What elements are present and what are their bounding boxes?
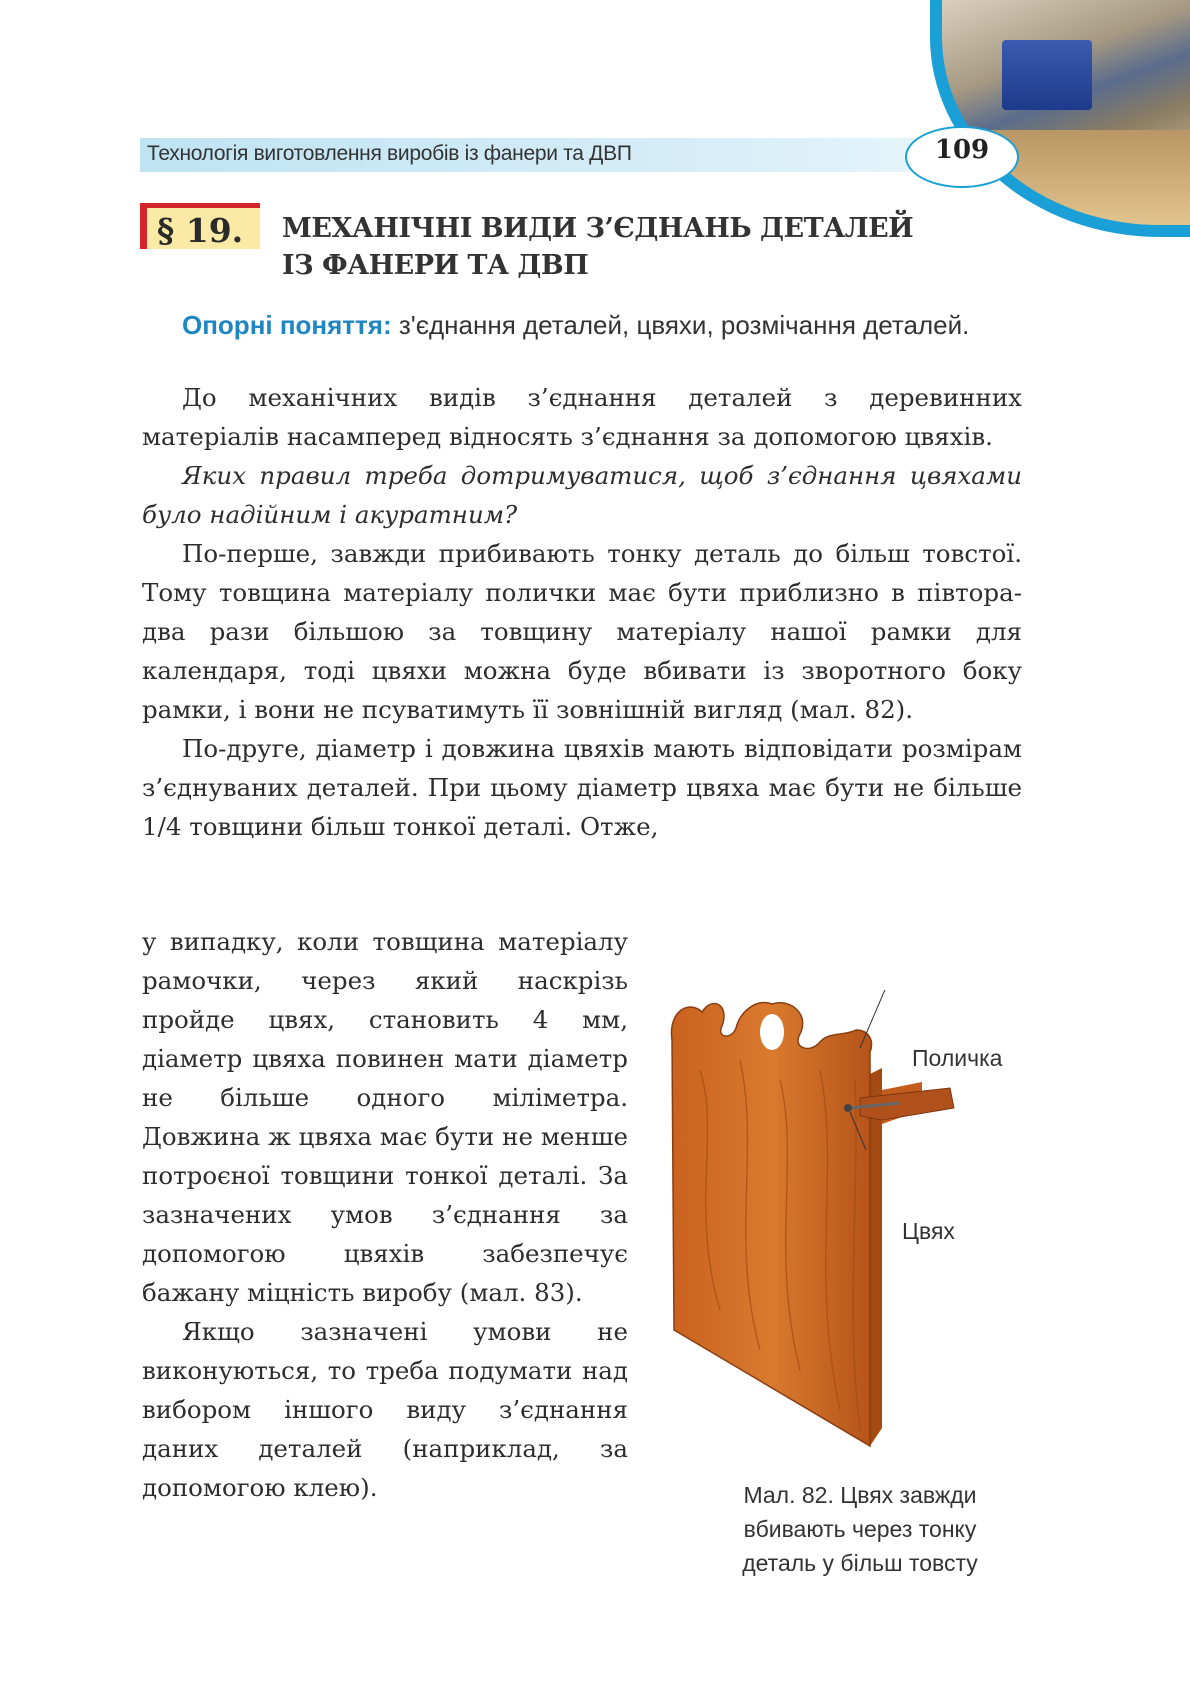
board-hole [760, 1014, 784, 1050]
running-header: Технологія виготовлення виробів із фанери та ДВП [147, 142, 632, 165]
paragraph-4: Якщо зазначені умови не виконуються, то треба подумати над вибором іншого виду з’єднання даних деталей (наприклад, за допомогою клею). [142, 1317, 628, 1502]
nail-head [844, 1104, 852, 1112]
caption-line-3: деталь у більш товсту [742, 1550, 978, 1576]
shelf-label: Поличка [912, 1045, 1003, 1071]
page-number: 109 [934, 135, 990, 165]
section-title-line-1: МЕХАНІЧНІ ВИДИ З’ЄДНАНЬ ДЕТАЛЕЙ [282, 213, 914, 244]
header-photo [930, 0, 1190, 237]
key-concepts-text: з'єднання деталей, цвяхи, розмічання деталей. [391, 310, 970, 340]
key-concepts-label: Опорні поняття: [182, 310, 392, 340]
paragraph-2: По-перше, завжди прибивають тонку деталь до більш товстої. Тому товщина матеріалу полички має бути приблизно в півтора-два рази більшою за товщину матеріалу нашої рамки для календаря, тоді цвяхи можна буде вбивати із зворотного боку рамки, і вони не псуватимуть її зовнішній вигляд (мал. 82). [142, 539, 1022, 724]
paragraph-3-continued: у випадку, коли товщина матеріалу рамочки, через який наскрізь пройде цвях, становить 4 мм, діаметр цвяха повинен мати діаметр не більше одного міліметра. Довжина ж цвяха має бути не менше потроєної товщини тонкої деталі. За зазначених умов з’єднання за допомогою цвяхів забезпечує бажану міцність виробу (мал. 83). [142, 927, 628, 1307]
main-text [142, 378, 1022, 846]
paragraph-3: По-друге, діаметр і довжина цвяхів мають відповідати розмірам з’єднуваних деталей. При цьому діаметр цвяха має бути не більше 1/4 товщини більш тонкої деталі. Отже, [142, 734, 1022, 841]
paragraph-1: До механічних видів з’єднання деталей з деревинних матеріалів насамперед відносять з’єднання за допомогою цвяхів. [142, 383, 1022, 451]
question-paragraph: Яких правил треба дотримуватися, щоб з’єднання цвяхами було надійним і акуратним? [142, 461, 1022, 529]
key-concepts [142, 306, 1022, 344]
figure-caption [700, 1478, 1020, 1580]
caption-line-2: вбивають через тонку [743, 1516, 977, 1542]
narrow-text [142, 922, 628, 1507]
section-number: § 19. [140, 203, 260, 249]
section-title [282, 210, 1002, 284]
caption-line-1: Мал. 82. Цвях завжди [743, 1482, 977, 1508]
board-face [672, 1003, 872, 1446]
section-title-line-2: ІЗ ФАНЕРИ ТА ДВП [282, 250, 589, 281]
board-edge [870, 1068, 882, 1446]
nail-label: Цвях [902, 1218, 955, 1244]
machine-image [1002, 40, 1092, 110]
